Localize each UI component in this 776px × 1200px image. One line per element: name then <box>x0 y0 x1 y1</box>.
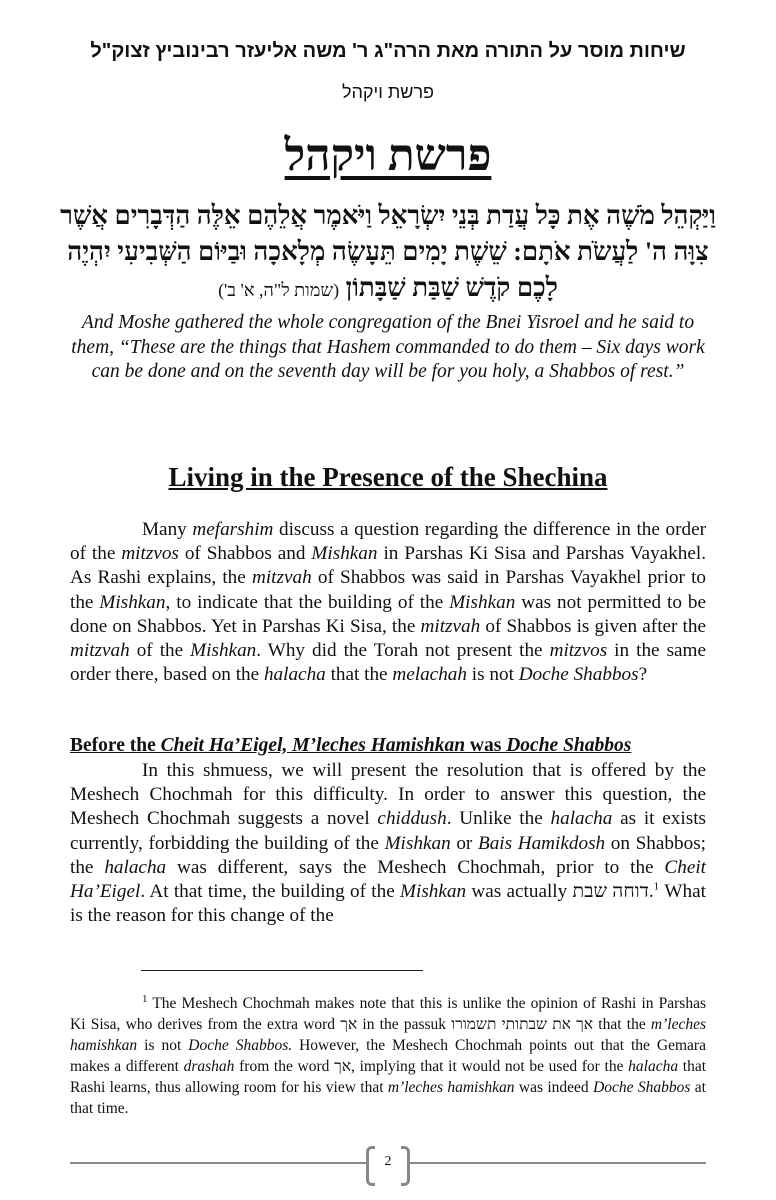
text-run: . <box>648 881 654 903</box>
text-run: , to indicate that the building of the <box>165 591 450 613</box>
text-run: was different, says the Meshech Chochmah, prior to the <box>166 856 665 878</box>
text-run: mitzvos <box>549 640 608 662</box>
paragraph <box>70 759 706 928</box>
text-run: of Shabbos is given after the <box>480 615 706 637</box>
text-run: in the passuk <box>357 1016 452 1033</box>
text-run: in the same order there, based on the <box>70 640 706 686</box>
text-run: of Shabbos was said in Parshas Vayakhel prior to the <box>70 567 706 613</box>
text-run: m’leches hamishkan <box>70 1016 707 1054</box>
text-run: דוחה שבת <box>572 881 649 903</box>
text-run: mefarshim <box>192 519 274 540</box>
page-title: פרשת ויקהל <box>284 131 492 180</box>
text-run: Mishkan <box>400 881 467 903</box>
section-heading: Living in the Presence of the Shechina <box>168 462 608 492</box>
text-run: ? <box>638 664 648 686</box>
text-run: אך את שבתותי תשמורו <box>451 1016 594 1033</box>
text-run: from the word <box>234 1058 335 1075</box>
text-run: Cheit Ha’Eigel, M’leches Hamishkan <box>160 735 466 756</box>
text-run: mitzvah <box>251 567 312 589</box>
text-run: Mishkan <box>311 543 378 565</box>
page-number: 2 <box>384 1154 392 1169</box>
text-run: mitzvah <box>70 640 130 662</box>
footnote <box>70 993 706 1119</box>
text-run: Doche Shabbos <box>518 664 639 686</box>
text-run: m’leches hamishkan <box>387 1079 515 1096</box>
text-run: or <box>450 832 478 854</box>
text-run: . Unlike the <box>446 808 551 830</box>
text-run: Bais Hamikdosh <box>477 832 606 854</box>
footer-rule-right <box>410 1162 706 1164</box>
text-run: chiddush <box>377 808 447 830</box>
text-run: אך <box>334 1058 352 1075</box>
pasuk-quote <box>60 198 716 308</box>
text-run: Mishkan <box>449 591 516 613</box>
text-run: discuss a question regarding the difference in the order of the <box>70 519 707 565</box>
text-run: . At that time, the building of the <box>140 881 400 903</box>
text-run: Mishkan <box>384 832 451 854</box>
footnote-marker: 1 <box>142 992 148 1005</box>
text-run: was indeed <box>514 1079 594 1096</box>
text-run: Mishkan <box>99 591 166 613</box>
text-run: at that time. <box>70 1079 706 1117</box>
text-run: Mishkan <box>190 640 257 662</box>
text-run: halacha <box>263 664 326 686</box>
text-run: What is the reason for this change of the <box>70 881 706 927</box>
footnote-marker: 1 <box>653 880 660 893</box>
text-run: as it exists currently, forbidding the building of the <box>70 808 706 854</box>
text-run: . Why did the Torah not present the <box>256 640 550 662</box>
pasuk-text: וַיַּקְהֵל מֹשֶׁה אֶת כָּל עֲדַת בְּנֵי יִשְׂרָאֵל וַיֹּאמֶר אֲלֵהֶם אֵלֶּה הַדְּבָרִים אֲשֶׁר צִוָּה ה' לַעֲשֹׂת אֹתָם: שֵׁשֶׁת יָמִים תֵּעָשֶׂה מְלָאכָה וּבַיּוֹם הַשְּׁבִיעִי יִהְיֶה לָכֶם קֹדֶשׁ שַׁבַּת שַׁבָּתוֹן <box>60 201 716 302</box>
text-run: on Shabbos; the <box>70 832 706 878</box>
text-run: is not <box>137 1037 189 1054</box>
text-run: Doche Shabbos. <box>188 1037 293 1054</box>
text-run: In this shmuess, we will present the resolution that is offered by the Meshech Chochmah for this difficulty. In order to answer this question, the Meshech Chochmah suggests a novel <box>70 760 706 830</box>
text-run: that the <box>325 664 393 686</box>
text-run: halacha <box>628 1058 679 1075</box>
text-run: of Shabbos and <box>178 543 312 565</box>
running-header-title: שיחות מוסר על התורה מאת הרה"ג ר' משה אליעזר רבינוביץ זצוק"ל <box>90 40 686 62</box>
text-run: that Rashi learns, thus allowing room for his view that <box>70 1058 707 1096</box>
running-header-parsha: פרשת ויקהל <box>341 82 435 102</box>
footnote-divider <box>141 970 423 971</box>
text-run: However, the Meshech Chochmah points out that the Gemara makes a different <box>70 1037 706 1075</box>
text-run: Cheit Ha’Eigel <box>70 856 706 903</box>
text-run: mitzvah <box>420 615 481 637</box>
text-run: Many <box>142 519 193 540</box>
pasuk-reference: (שמות ל"ה, א' ב') <box>218 280 340 300</box>
text-run: mitzvos <box>121 543 179 565</box>
text-run: was <box>465 735 507 756</box>
text-run: Doche Shabbos <box>593 1079 691 1096</box>
text-run: is not <box>466 664 519 686</box>
text-run: The Meshech Chochmah makes note that this is unlike the opinion of Rashi in Parshas Ki Sisa, who derives from the extra word <box>70 995 706 1033</box>
text-run: halacha <box>550 808 613 830</box>
text-run: halacha <box>104 856 167 878</box>
pasuk-translation: And Moshe gathered the whole congregation of the Bnei Yisroel and he said to them, “These are the things that Hashem commanded to do them – Six days work can be done and on the seventh day will be for you holy, a Shabbos of rest.” <box>71 312 705 382</box>
text-run: , implying that it would not be used for the <box>351 1058 629 1075</box>
text-run: Doche Shabbos <box>506 735 632 756</box>
text-run: melachah <box>392 664 467 686</box>
paragraph <box>70 518 706 687</box>
text-run: Before the <box>70 735 161 756</box>
page-number-frame <box>366 1146 410 1182</box>
text-run: אך <box>340 1016 358 1033</box>
text-run: of the <box>129 640 191 662</box>
subheading <box>70 735 631 757</box>
text-run: that the <box>593 1016 651 1033</box>
text-run: drashah <box>183 1058 235 1075</box>
text-run: in Parshas Ki Sisa and Parshas Vayakhel. As Rashi explains, the <box>70 543 707 589</box>
footer-rule-left <box>70 1162 366 1164</box>
text-run: was not permitted to be done on Shabbos. Yet in Parshas Ki Sisa, the <box>70 591 706 637</box>
text-run: was actually <box>466 881 573 903</box>
